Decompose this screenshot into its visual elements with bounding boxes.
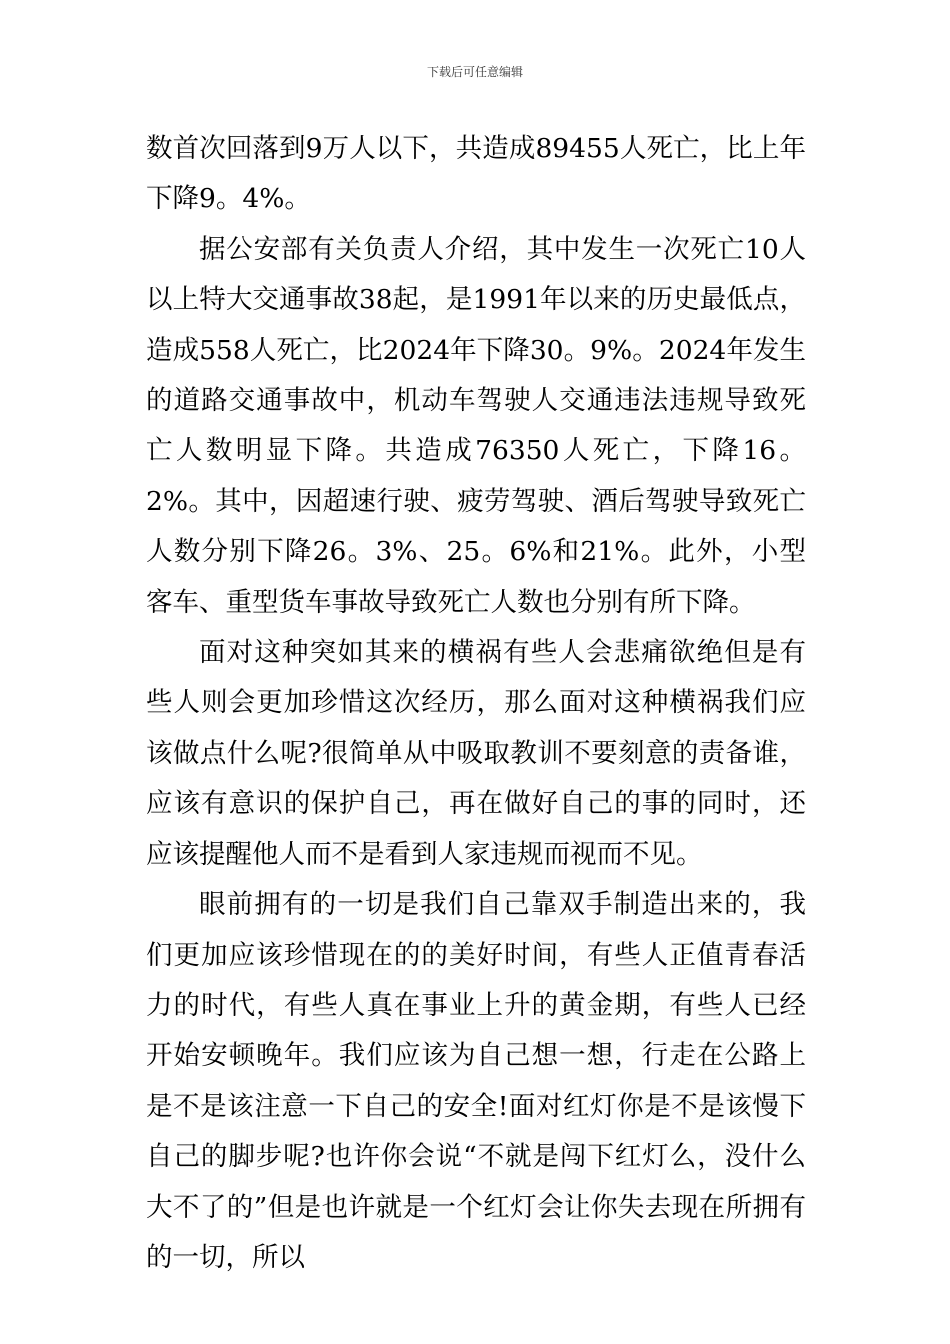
page-header: 下载后可任意编辑 bbox=[426, 65, 523, 79]
paragraph-1: 数首次回落到9万人以下，共造成89455人死亡，比上年下降9。4%。 bbox=[146, 133, 806, 215]
paragraph-2: 据公安部有关负责人介绍，其中发生一次死亡10人以上特大交通事故38起，是1991年以来的历史最低点，造成558人死亡，比2024年下降30。9%。2024年发生的道路交通事故中，机动车驾驶人交通违法违规导致死亡人数明显下降。共造成76350人死亡，下降16。2%。其中，因超速行驶、疲劳驾驶、酒后驾驶导致死亡人数分别下降26。3%、25。6%和21%。此外，小型客车、重型货车事故导致死亡人数也分别有所下降。 bbox=[146, 233, 806, 618]
paragraph-3: 面对这种突如其来的横祸有些人会悲痛欲绝但是有些人则会更加珍惜这次经历，那么面对这种横祸我们应该做点什么呢?很简单从中吸取教训不要刻意的责备谁，应该有意识的保护自己，再在做好自己的事的同时，还应该提醒他人而不是看到人家违规而视而不见。 bbox=[146, 637, 806, 870]
document-body bbox=[146, 124, 806, 1283]
paragraph-4: 眼前拥有的一切是我们自己靠双手制造出来的，我们更加应该珍惜现在的的美好时间，有些人正值青春活力的时代，有些人真在事业上升的黄金期，有些人已经开始安顿晚年。我们应该为自己想一想，行走在公路上是不是该注意一下自己的安全!面对红灯你是不是该慢下自己的脚步呢?也许你会说“不就是闯下红灯么，没什么大不了的”但是也许就是一个红灯会让你失去现在所拥有的一切，所以 bbox=[146, 889, 806, 1273]
